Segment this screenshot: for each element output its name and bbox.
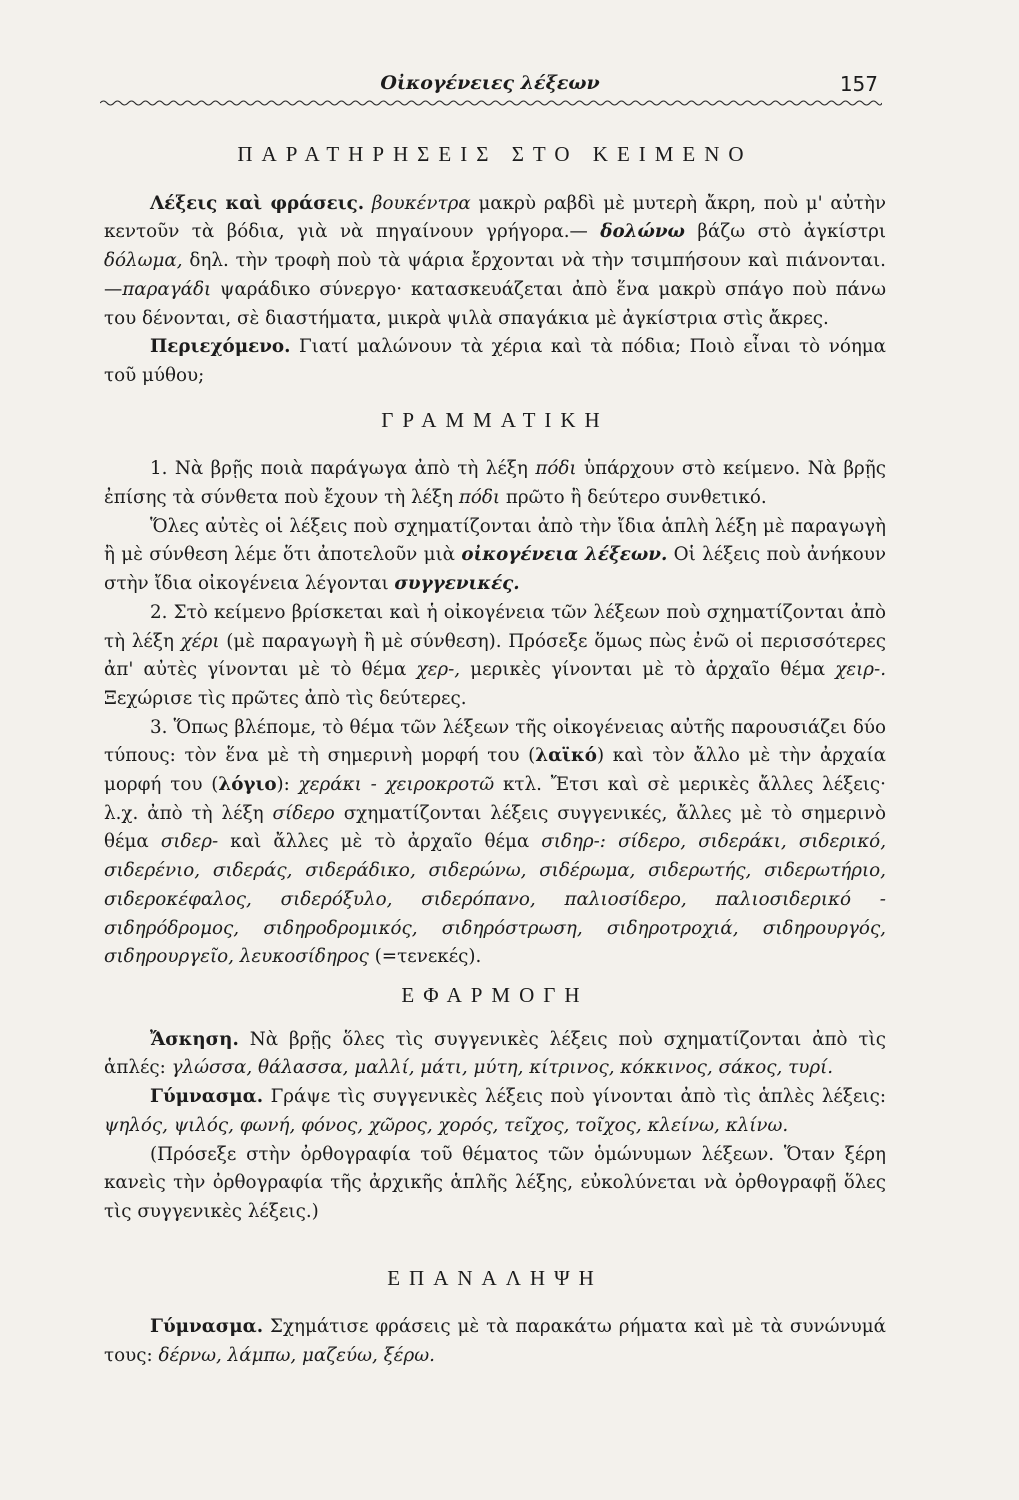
italic-word: χέρι xyxy=(180,630,220,652)
term-word-family: οἰκογένεια λέξεων. xyxy=(461,544,668,566)
drill xyxy=(104,1083,886,1140)
term-dolono: δολώνω xyxy=(600,221,685,243)
text: Οἱ λέξεις ποὺ ἀνήκουν στὴν ἴδια οἰκογένεια λέγονται xyxy=(104,544,886,595)
text: Ὅλες αὐτὲς οἱ λέξεις ποὺ σχηματίζονται ἀπὸ τὴν ἴδια ἁπλὴ λέξη μὲ παραγωγὴ ἢ μὲ σύνθεση λέμε ὅτι ἀποτελοῦν μιὰ xyxy=(104,515,886,566)
text: 2. Στὸ κείμενο βρίσκεται καὶ ἡ οἰκογένεια τῶν λέξεων ποὺ σχηματίζονται ἀπὸ τὴ λέξη xyxy=(104,601,886,652)
term-paragadi: παραγάδι xyxy=(122,278,212,300)
italic-word: σιδερ- xyxy=(160,831,219,853)
label-words-phrases: Λέξεις καὶ φράσεις. xyxy=(150,192,365,214)
text: μερικὲς γίνονται μὲ τὸ ἀρχαῖο θέμα xyxy=(460,659,836,681)
text: Ξεχώρισε τὶς πρῶτες ἀπὸ τὶς δεύτερες. xyxy=(104,687,467,709)
definition-dolono: βάζω στὸ ἀγκίστρι xyxy=(684,221,886,243)
heading-grammar: ΓΡΑΜΜΑΤΙΚΗ xyxy=(381,407,609,432)
grammar-item-1-explanation xyxy=(104,513,886,599)
definition-dolono-cont: δηλ. τὴν τροφὴ ποὺ τὰ ψάρια ἔρχονται νὰ τὴν τσιμπήσουν καὶ πιάνονται.— xyxy=(104,250,886,300)
label-exercise: Ἄσκηση. xyxy=(150,1028,239,1050)
heading-text-notes: ΠΑΡΑΤΗΡΗΣΕΙΣ ΣΤΟ ΚΕΙΜΕΝΟ xyxy=(237,142,753,166)
text: πρῶτο ἢ δεύτερο συνθετικό. xyxy=(500,487,767,509)
label-drill: Γύμνασμα. xyxy=(150,1316,264,1338)
italic-word: σίδερο xyxy=(272,802,335,824)
text: κτλ. Ἔτσι καὶ σὲ μερικὲς ἄλλες λέξεις· λ.χ. ἀπὸ τὴ λέξη xyxy=(104,774,886,824)
italic-word: χεράκι - χειροκροτῶ xyxy=(298,774,495,796)
wavy-rule xyxy=(100,98,882,112)
heading-application: ΕΦΑΡΜΟΓΗ xyxy=(401,982,589,1007)
text: ) καὶ τὸν ἄλλο μὲ τὴν ἀρχαία μορφή του ( xyxy=(104,745,886,796)
label-drill: Γύμνασμα. xyxy=(150,1086,264,1108)
italic-word: χειρ-. xyxy=(835,659,887,681)
word-list: γλώσσα, θάλασσα, μαλλί, μάτι, μύτη, κίτρινος, κόκκινος, σάκος, τυρί. xyxy=(171,1057,834,1079)
word-list: ψηλός, ψιλός, φωνή, φόνος, χῶρος, χορός, τεῖχος, τοῖχος, κλείνω, κλίνω. xyxy=(104,1114,789,1136)
exercise xyxy=(104,1026,886,1083)
text: 3. Ὅπως βλέπομε, τὸ θέμα τῶν λέξεων τῆς οἰκογένειας αὐτῆς παρουσιάζει δύο τύπους: τὸν ἕνα μὲ τὴ σημερινὴ μορφή του ( xyxy=(104,716,886,767)
text: ὑπάρχουν στὸ κείμενο. Νὰ βρῇς ἐπίσης τὰ σύνθετα ποὺ ἔχουν τὴ λέξη xyxy=(104,458,886,509)
text: 1. Νὰ βρῇς ποιὰ παράγωγα ἀπὸ τὴ λέξη xyxy=(150,458,536,480)
text: σχηματίζονται λέξεις συγγενικές, ἄλλες μὲ τὸ σημερινὸ θέμα xyxy=(104,802,886,853)
text: καὶ ἄλλες μὲ τὸ ἀρχαῖο θέμα xyxy=(218,831,542,853)
term-popular: λαϊκό xyxy=(535,745,597,767)
page-number: 157 xyxy=(839,72,878,96)
term-learned: λόγιο xyxy=(218,774,277,796)
word-list: δέρνω, λάμπω, μαζεύω, ξέρω. xyxy=(158,1345,435,1367)
text: ): xyxy=(276,774,299,796)
text: Νὰ βρῇς ὅλες τὶς συγγενικὲς λέξεις ποὺ σχηματίζονται ἀπὸ τὶς ἁπλές: xyxy=(104,1028,886,1079)
paragraph-content-question xyxy=(104,333,886,390)
text: Γράψε τὶς συγγενικὲς λέξεις ποὺ γίνονται ἀπὸ τὶς ἁπλὲς λέξεις: xyxy=(263,1086,886,1108)
running-title: Οἰκογένειες λέξεων xyxy=(380,72,600,94)
italic-word: πόδι xyxy=(458,487,501,509)
grammar-item-3 xyxy=(104,714,886,972)
grammar-item-2 xyxy=(104,599,886,714)
word-list-sidero: σιδηρ-: σίδερο, σιδεράκι, σιδερικό, σιδερένιο, σιδεράς, σιδεράδικο, σιδερώνω, σιδέρωμα, σιδερωτής, σιδερωτήριο, σιδεροκέφαλος, σιδερόξυλο, σιδερόπανο, παλιοσίδερο, παλιοσιδερικό - σιδηρόδρομος, σιδηροδρομικός, σιδηρόστρωση, σιδηροτροχιά, σιδηρουργός, σιδηρουργεῖο, λευκοσίδηρος xyxy=(104,831,887,968)
term-cognates: συγγενικές. xyxy=(394,573,520,595)
label-content: Περιεχόμενο. xyxy=(150,336,291,358)
heading-revision: ΕΠΑΝΑΛΗΨΗ xyxy=(387,1265,603,1290)
revision-drill xyxy=(104,1313,886,1370)
content-question-text: Γιατί μαλώνουν τὰ χέρια καὶ τὰ πόδια; Ποιὸ εἶναι τὸ νόημα τοῦ μύθου; xyxy=(104,336,886,386)
definition-voukentra: μακρὺ ραβδὶ μὲ μυτερὴ ἄκρη, ποὺ μ' αὐτὴν κεντοῦν τὰ βόδια, γιὰ νὰ πηγαίνουν γρήγορα.— xyxy=(104,192,886,243)
italic-word: χερ-, xyxy=(416,659,461,681)
page-header xyxy=(100,70,880,100)
paragraph-vocabulary xyxy=(104,190,886,334)
text: Σχημάτισε φράσεις μὲ τὰ παρακάτω ρήματα καὶ μὲ τὰ συνώνυμά τους: xyxy=(104,1316,886,1367)
italic-word: πόδι xyxy=(535,458,577,480)
orthography-note: (Πρόσεξε στὴν ὀρθογραφία τοῦ θέματος τῶν ὁμώνυμων λέξεων. Ὅταν ξέρη κανεὶς τὴν ὀρθογραφία τῆς ἀρχικῆς ἁπλῆς λέξης, εὐκολύνεται νὰ ὀρθογραφῇ ὅλες τὶς συγγενικὲς λέξεις.) xyxy=(104,1143,886,1222)
term-voukentra: βουκέντρα xyxy=(371,192,471,214)
text: (μὲ παραγωγὴ ἢ μὲ σύνθεση). Πρόσεξε ὅμως πὼς ἐνῶ οἱ περισσότερες ἀπ' αὐτὲς γίνονται μὲ τὸ θέμα xyxy=(104,630,886,681)
page-content xyxy=(104,140,886,1371)
text: (=τενεκές). xyxy=(368,946,482,968)
definition-paragadi: ψαράδικο σύνεργο· κατασκευάζεται ἀπὸ ἕνα μακρὺ σπάγο ποὺ πάνω του δένονται, σὲ διαστήματα, μικρὰ ψιλὰ σπαγάκια μὲ ἀγκίστρια στὶς ἄκρες. xyxy=(104,278,886,329)
term-doloma: δόλωμα, xyxy=(104,250,183,272)
grammar-item-1 xyxy=(104,455,886,512)
